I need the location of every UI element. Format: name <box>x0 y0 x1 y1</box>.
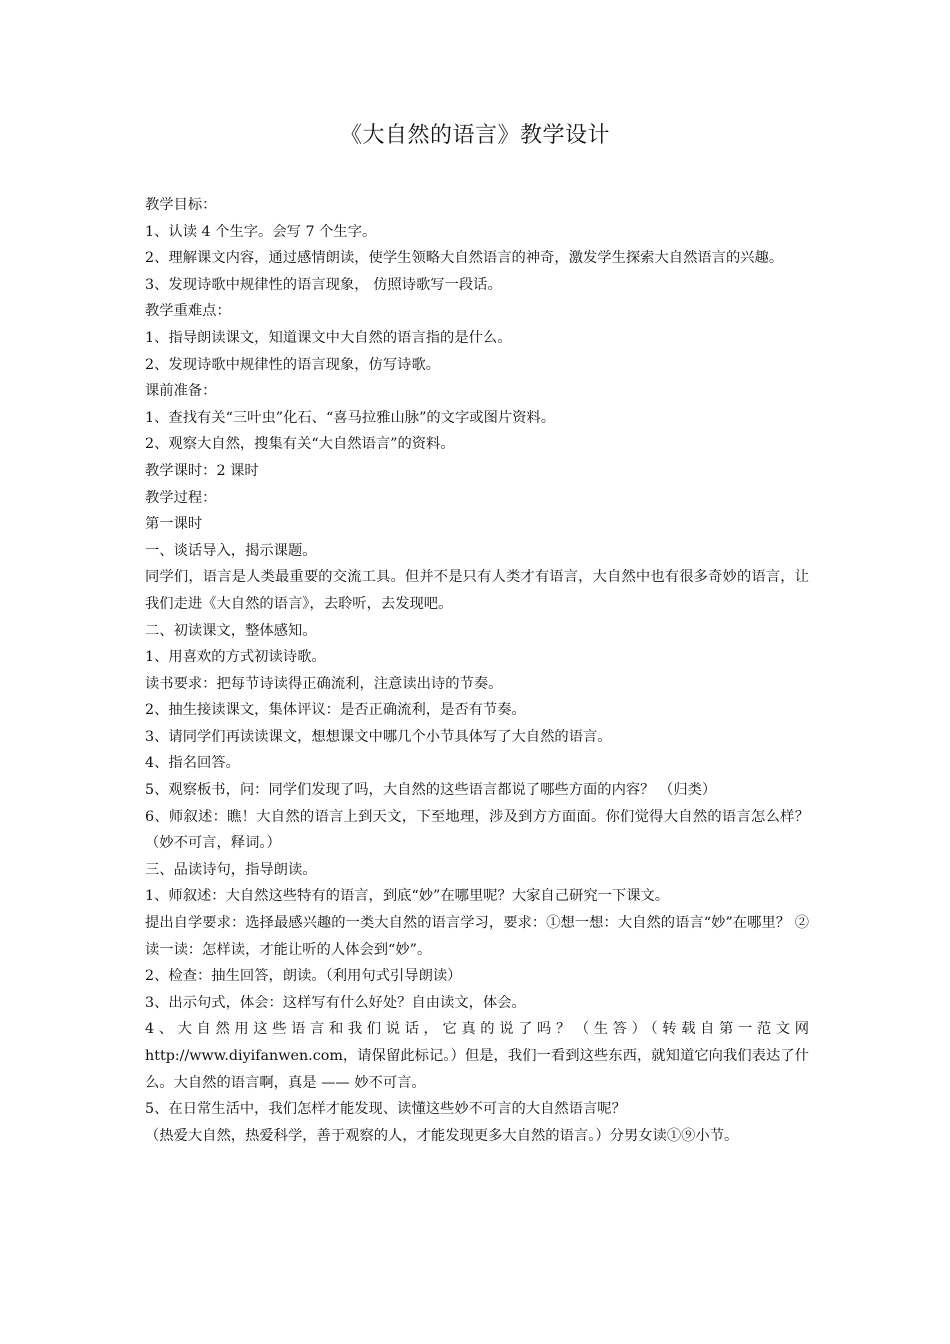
paragraph: 一、谈话导入，揭示课题。 <box>145 542 317 559</box>
paragraph: 1、认读 4 个生字。会写 7 个生字。 <box>145 223 377 240</box>
paragraph: 教学重难点： <box>145 303 231 320</box>
paragraph: 4、大自然用这些语言和我们说话，它真的说了吗？（生答）（转载自第一范文网 http://www.diyifanwen.com，请保留此标记。）但是，我们一看到这些东西，就知道它向我们表达了什么。大自然的语言啊，真是 —— 妙不可言。 <box>145 1021 809 1091</box>
paragraph: 1、师叙述：大自然这些特有的语言，到底“妙”在哪里呢？大家自己研究一下课文。 <box>145 888 670 905</box>
document-title: 《大自然的语言》教学设计 <box>339 123 610 148</box>
paragraph: 5、在日常生活中，我们怎样才能发现、读懂这些妙不可言的大自然语言呢？ <box>145 1101 626 1118</box>
paragraph: 2、检查：抽生回答，朗读。（利用句式引导朗读） <box>145 968 462 985</box>
paragraph: 3、出示句式，体会：这样写有什么好处？自由读文，体会。 <box>145 994 526 1011</box>
paragraph: 2、理解课文内容，通过感情朗读，使学生领略大自然语言的神奇，激发学生探索大自然语言的兴趣。 <box>145 250 784 267</box>
paragraph: 课前准备： <box>145 383 217 400</box>
paragraph: 2、观察大自然，搜集有关“大自然语言”的资料。 <box>145 436 455 453</box>
document-body <box>145 192 809 1149</box>
paragraph: 同学们，语言是人类最重要的交流工具。但并不是只有人类才有语言，大自然中也有很多奇妙的语言，让我们走进《大自然的语言》，去聆听，去发现吧。 <box>145 569 809 612</box>
paragraph: 教学目标： <box>145 197 217 213</box>
paragraph: 1、指导朗读课文，知道课文中大自然的语言指的是什么。 <box>145 329 512 346</box>
paragraph: 5、观察板书，问：同学们发现了吗，大自然的这些语言都说了哪些方面的内容？ （归类） <box>145 782 717 799</box>
paragraph: 6、师叙述：瞧！大自然的语言上到天文，下至地理，涉及到方方面面。你们觉得大自然的语言怎么样？（妙不可言，释词。） <box>145 808 809 852</box>
paragraph: 2、发现诗歌中规律性的语言现象，仿写诗歌。 <box>145 356 441 373</box>
paragraph: 第一课时 <box>145 516 203 533</box>
paragraph: 二、初读课文，整体感知。 <box>145 622 317 639</box>
paragraph: 教学过程： <box>145 489 217 506</box>
paragraph: 4、指名回答。 <box>145 755 240 772</box>
paragraph: 1、用喜欢的方式初读诗歌。 <box>145 649 326 666</box>
paragraph: 2、抽生接读课文，集体评议：是否正确流利，是否有节奏。 <box>145 702 526 719</box>
paragraph: 教学课时：2 课时 <box>145 462 259 479</box>
paragraph: （热爱大自然，热爱科学，善于观察的人，才能发现更多大自然的语言。）分男女读①⑨小节。 <box>145 1127 739 1144</box>
paragraph: 三、品读诗句，指导朗读。 <box>145 861 317 878</box>
paragraph: 读书要求：把每节诗读得正确流利，注意读出诗的节奏。 <box>145 675 503 692</box>
paragraph: 3、请同学们再读读课文，想想课文中哪几个小节具体写了大自然的语言。 <box>145 728 612 745</box>
paragraph: 3、发现诗歌中规律性的语言现象， 仿照诗歌写一段话。 <box>145 276 502 293</box>
paragraph: 提出自学要求：选择最感兴趣的一类大自然的语言学习，要求：①想一想：大自然的语言“妙”在哪里？ ②读一读：怎样读，才能让听的人体会到“妙”。 <box>145 915 809 958</box>
paragraph: 1、查找有关“三叶虫”化石、“喜马拉雅山脉”的文字或图片资料。 <box>145 409 556 426</box>
